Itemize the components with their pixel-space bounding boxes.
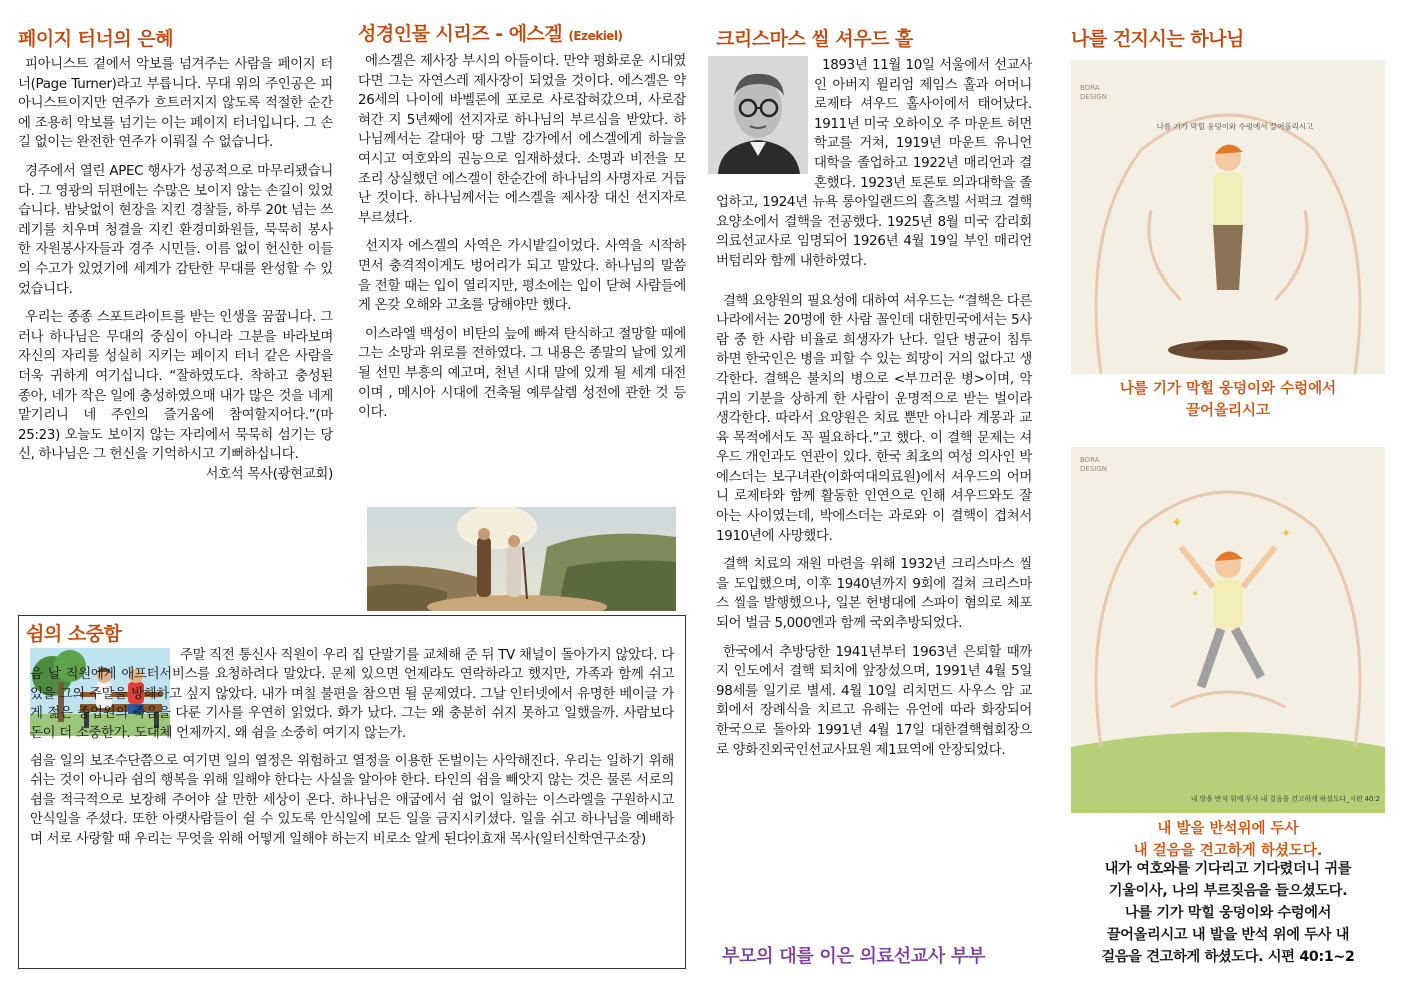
sherwood-paragraph: 결핵 요양원의 필요성에 대하여 셔우드는 “결핵은 다른 나라에서는 20명에 한 사람 꼴인데 대한민국에서는 5사람 중 한 사람 비율로 희생자가 난다. 일단 병균이 침투하면 한국인은 병을 피할 수 있는 희망이 거의 없다고 생각한다. 결핵은 불치의 병으로 <부끄러운 병>이며, 악귀의 기분을 상하게 한 사람이 운명적으로 받는 벌이라 생각한다. 따라서 요양원은 치료 뿐만 아니라 계몽과 교육 목적에서도 꼭 필요하다.”고 했다. 이 결핵 문제는 셔우드 개인과도 연관이 있다. 한국 최초의 여성 의사인 박에스더는 보구녀관(이화여대의료원)에서 셔우드의 어머니 로제타와 함께 활동한 인연으로 인해 셔우드와도 잘 아는 사이였는데, 박에스더는 과로와 이 결핵이 겹쳐서 1910년에 사망했다. [716,293,1032,544]
column-sherwood [716,56,1032,760]
rescue-caption-2-line: 내 걸음을 견고하게 하셨도다. [1133,843,1323,859]
psalm-line: 나를 기가 막힐 웅덩이와 수렁에서 [1124,905,1332,921]
psalm-line: 걸음을 견고하게 하셨도다. 시편 40:1~2 [1101,949,1355,965]
ezekiel-title-text: 성경인물 시리즈 - 에스겔 [358,23,563,45]
column-page-turner [18,27,333,484]
rescue-illustration-2-brand: BORA DESIGN [1080,456,1107,473]
ezekiel-title-en: (Ezekiel) [568,29,623,43]
rest-paragraph: 주말 직전 통신사 직원이 우리 집 단말기를 교체해 준 뒤 TV 채널이 돌아가지 않았다. 다음 날 직원에게 애프터서비스를 요청하려다 말았다. 문제 있으면 언제라도 연락하라고 했지만, 가족과 함께 쉬고 있을 그의 주말을 방해하고 싶지 않았다. 내가 며칠 불편을 참으면 될 문제였다. 그날 인터넷에서 유명한 베이글 가게 젊은 종업원의 죽음을 다룬 기사를 우연히 읽었다. 화가 났다. 그는 왜 충분히 쉬지 못하고 일했을까. 사람보다 돈이 더 소중한가. 도대체 언제까지. 왜 쉼을 소중히 여기지 않는가. [30,648,674,741]
rescue-caption-1-line: 끌어올리시고 [1185,403,1271,419]
sherwood-paragraph: 1893년 11월 10일 서울에서 선교사인 아버지 윌리엄 제임스 홀과 어머니 로제타 셔우드 홀사이에서 태어났다. 1911년 미국 오하이오 주 마운트 허먼 학교를 거쳐, 1919년 마운트 유니언 대학을 졸업하고 1922년 매리언과 결혼했다. 1923년 토론토 의과대학을 졸업하고, 1924년 뉴욕 롱아일랜드의 홀츠빌 서퍽크 결핵 요양소에서 결핵을 전공했다. 1925년 8월 미국 감리회 의료선교사로 임명되어 1926년 4월 19일 부인 매리언 버텀리와 함께 내한하였다. [716,58,1032,269]
rescue-caption-2-line: 내 발을 반석위에 두사 [1157,821,1299,837]
sherwood-float-spacer [716,56,814,180]
page-turner-paragraph: 경주에서 열린 APEC 행사가 성공적으로 마무리됐습니다. 그 영광의 뒤편에는 수많은 보이지 않는 손길이 있었습니다. 밤낮없이 현장을 지킨 경찰들, 하루 20t 넘는 쓰레기를 치우며 청결을 지킨 환경미화원들, 묵묵히 봉사한 자원봉사자들과 경주 시민들. 이름 없이 헌신한 이들의 수고가 있었기에 세계가 감탄한 무대를 완성할 수 있었습니다. [18,163,333,297]
column-ezekiel [358,22,686,432]
ezekiel-title [358,22,686,48]
rescue-illustration-1-text: 나를 기가 막힐 웅덩이와 수렁에서 끌어올리시고 [1156,122,1314,131]
sherwood-title: 크리스마스 씰 셔우드 홀 [716,28,913,50]
rest-signature: 이효재 목사(일터신학연구소장) [467,832,646,848]
rescue-illustration-2-text: 내 발을 반석 위에 두사 내 걸음을 견고하게 하셨도다_시편 40:2 [1190,795,1380,803]
psalm-line: 기울이사, 나의 부르짖음을 들으셨도다. [1108,883,1348,899]
psalm-verse [1066,858,1390,968]
psalm-line: 끌어올리시고 내 발을 반석 위에 두사 내 [1106,927,1350,943]
ezekiel-paragraph: 이스라엘 백성이 비탄의 늪에 빠져 탄식하고 절망할 때에 그는 소망과 위로를 전하였다. 그 내용은 종말의 날에 있게 될 선민 부흥의 예고며, 천년 시대 말에 있게 될 세계 대전이며 , 메시아 시대에 건축될 예루살렘 성전에 관한 것 등이다. [358,326,686,421]
rest-body [30,646,674,849]
god-rescues-title: 나를 건지시는 하나님 [1071,28,1244,50]
page-turner-paragraph: 피아니스트 곁에서 악보를 넘겨주는 사람을 페이지 터너(Page Turner)라고 부릅니다. 무대 위의 주인공은 피아니스트이지만 연주가 흐트러지지 않도록 적절한 순간에 조용히 악보를 넘기는 이는 페이지 터너입니다. 그 손길 없이는 완전한 연주가 이뤄질 수 없습니다. [18,57,333,151]
page-turner-paragraph: 우리는 종종 스포트라이트를 받는 인생을 꿈꿉니다. 그러나 하나님은 무대의 중심이 아니라 그분을 바라보며 자신의 자리를 성실히 지키는 페이지 터너 같은 사람을 더욱 귀하게 여기십니다. “잘하였도다. 착하고 충성된 종아, 네가 작은 일에 충성하였으매 내가 많은 것을 네게 맡기리니 네 주인의 즐거움에 참여할지어다.”(마 25:23) 오늘도 보이지 않는 자리에서 묵묵히 섬기는 당신, 하나님은 그 헌신을 기억하시고 기뻐하십니다. [18,310,333,463]
svg-text:✦: ✦ [1281,526,1292,540]
psalm-line: 내가 여호와를 기다리고 기다렸더니 귀를 [1104,861,1352,877]
rescue-caption-2 [1071,818,1385,862]
page-turner-title: 페이지 터너의 은혜 [18,28,174,50]
rest-title: 쉼의 소중함 [26,623,122,645]
rescue-illustration-1-icon [1071,60,1385,374]
sherwood-paragraph: 한국에서 추방당한 1941년부터 1963년 은퇴할 때까지 인도에서 결핵 퇴치에 앞장섰으며, 1991년 4월 5일 98세를 일기로 별세. 4월 10일 리치먼드 사우스 암 교회에서 장례식을 치르고 유해는 유언에 따라 화장되어 한국으로 돌아와 1991년 4월 17일 대한결핵협회장으로 양화진외국인선교사묘원 제1묘역에 안장되었다. [716,644,1032,758]
sherwood-paragraph: 결핵 치료의 재원 마련을 위해 1932년 크리스마스 씰을 도입했으며, 이후 1940년까지 9회에 걸쳐 크리스마스 씰을 발행했으나, 일본 헌병대에 스파이 혐의로 체포되어 벌금 5,000엔과 함께 국외추방되었다. [716,557,1032,632]
rest-paragraph: 쉼을 일의 보조수단쯤으로 여기면 일의 열정은 위험하고 열정을 이용한 돈벌이는 사악해진다. 우리는 일하기 위해 쉬는 것이 아니라 쉼의 행복을 위해 일해야 한다는 사실을 알아야 한다. 타인의 쉼을 빼앗지 않는 것은 물론 서로의 쉼을 적극적으로 보장해 주어야 살 만한 세상이 온다. 하나님은 애굽에서 쉼 없이 일하는 이스라엘을 구원하시고 안식일을 주셨다. 또한 아랫사람들이 쉴 수 있도록 안식일에 모든 일을 금지시키셨다. 일을 쉬고 하나님을 예배하며 서로 사랑할 때 우리는 무엇을 위해 어떻게 일해야 하는지 비로소 알게 된다. [30,754,674,847]
svg-text:✦: ✦ [1191,589,1200,600]
svg-text:✦: ✦ [1171,515,1183,531]
rescue-caption-1-line: 나를 기가 막힐 웅덩이와 수렁에서 [1119,381,1337,397]
page-turner-signature: 서호석 목사(광현교회) [205,466,333,482]
ezekiel-paragraph: 선지자 에스겔의 사역은 가시밭길이었다. 사역을 시작하면서 충격적이게도 벙어리가 되고 말았다. 하나님의 말씀을 전할 때는 입이 열리지만, 평소에는 입이 닫혀 사람들에게 온갖 오해와 고초를 당해야만 했다. [358,239,686,314]
ezekiel-paragraph: 에스겔은 제사장 부시의 아들이다. 만약 평화로운 시대였다면 그는 자연스레 제사장이 되었을 것이다. 에스겔은 약 26세의 나이에 바벨론에 포로로 사로잡혀갔으며, 사로잡혀간 지 5년째에 선지자로 하나님의 부르심을 받았다. 하나님께서는 갈대아 땅 그발 강가에서 에스겔에게 하늘을 여시고 여호와의 권능으로 임재하셨다. 소명과 비전을 모조리 상실했던 에스겔이 한순간에 하나님의 사명자로 거듭난 것이다. 하나님께서는 에스겔을 제사장 대신 선지자로 부르셨다. [358,54,686,226]
rescue-illustration-1-brand: BORA DESIGN [1080,84,1107,101]
rescue-illustration-2-icon [1071,447,1385,813]
rescue-caption-1 [1071,378,1385,422]
ezekiel-painting-icon [367,507,676,611]
sherwood-footer: 부모의 대를 이은 의료선교사 부부 [722,946,986,967]
